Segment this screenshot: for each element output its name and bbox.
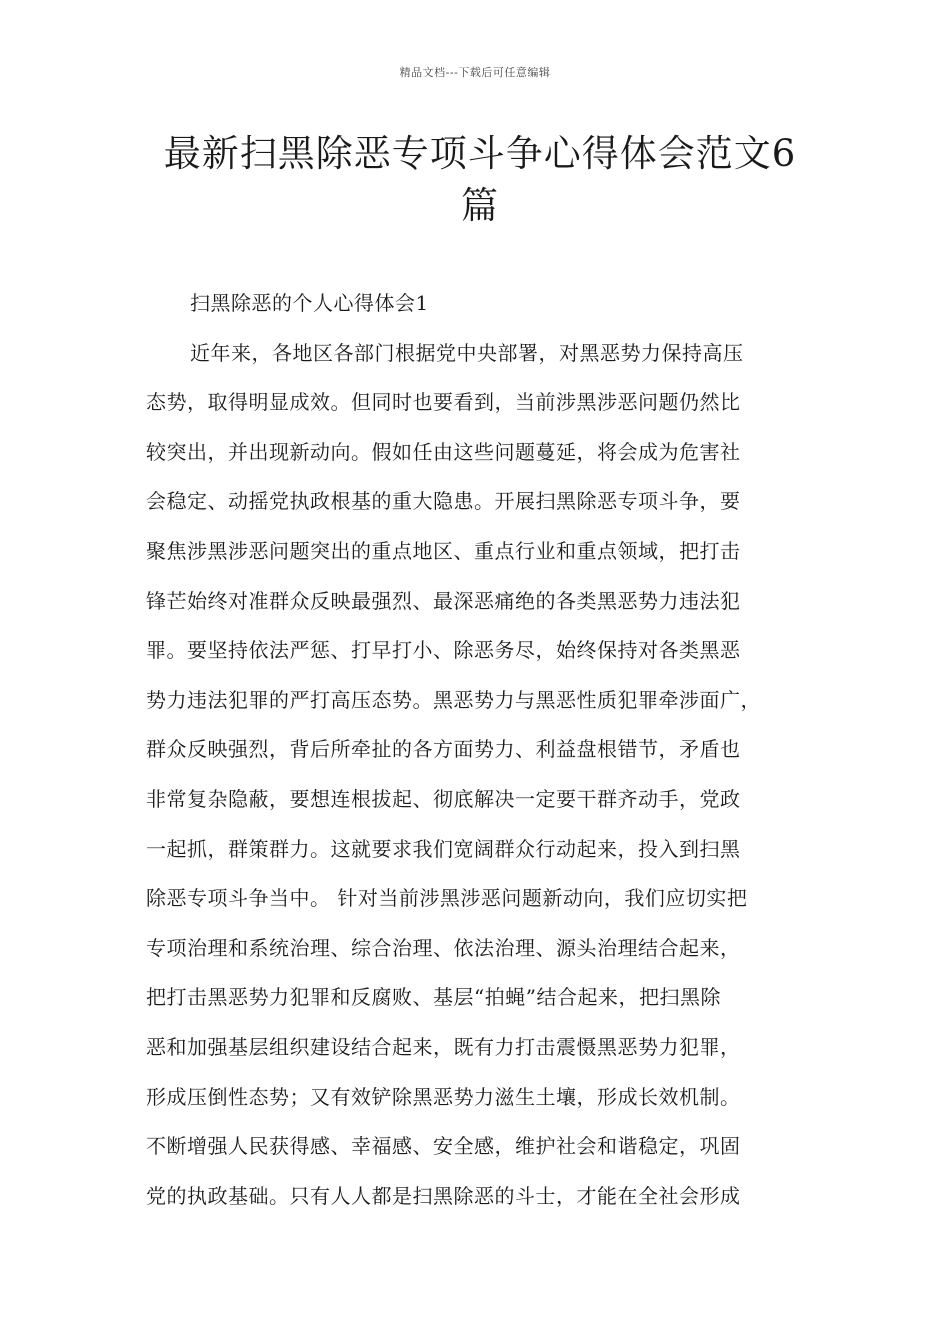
section-subtitle: 扫黑除恶的个人心得体会1 xyxy=(190,291,429,315)
paragraph-line: 形成压倒性态势；又有效铲除黑恶势力滋生土壤，形成长效机制。 xyxy=(146,1084,741,1109)
header-note: 精品文档---下载后可任意编辑 xyxy=(399,66,551,79)
paragraph-line: 不断增强人民获得感、幸福感、安全感，维护社会和谐稳定，巩固 xyxy=(146,1134,741,1159)
document-body xyxy=(146,279,814,1221)
paragraph-line: 除恶专项斗争当中。 针对当前涉黑涉恶问题新动向，我们应切实把 xyxy=(146,886,748,911)
paragraph-line: 锋芒始终对准群众反映最强烈、最深恶痛绝的各类黑恶势力违法犯 xyxy=(146,588,741,613)
paragraph-line: 党的执政基础。只有人人都是扫黑除恶的斗士，才能在全社会形成 xyxy=(146,1183,741,1208)
paragraph-line: 会稳定、动摇党执政根基的重大隐患。开展扫黑除恶专项斗争，要 xyxy=(146,489,741,514)
body-paragraph xyxy=(146,329,814,1222)
paragraph-line: 聚焦涉黑涉恶问题突出的重点地区、重点行业和重点领域，把打击 xyxy=(146,538,741,563)
paragraph-line: 群众反映强烈，背后所牵扯的各方面势力、利益盘根错节，矛盾也 xyxy=(146,737,741,762)
paragraph-line: 恶和加强基层组织建设结合起来，既有力打击震慑黑恶势力犯罪， xyxy=(146,1034,741,1059)
paragraph-line: 非常复杂隐蔽，要想连根拔起、彻底解决一定要干群齐动手，党政 xyxy=(146,786,741,811)
paragraph-line: 专项治理和系统治理、综合治理、依法治理、源头治理结合起来， xyxy=(146,935,741,960)
document-title: 最新扫黑除恶专项斗争心得体会范文6篇 xyxy=(163,132,797,227)
paragraph-line: 罪。要坚持依法严惩、打早打小、除恶务尽，始终保持对各类黑恶 xyxy=(146,638,741,663)
paragraph-line: 态势，取得明显成效。但同时也要看到，当前涉黑涉恶问题仍然比 xyxy=(146,390,741,415)
paragraph-line: 较突出，并出现新动向。假如任由这些问题蔓延，将会成为危害社 xyxy=(146,439,741,464)
paragraph-line: 势力违法犯罪的严打高压态势。黑恶势力与黑恶性质犯罪牵涉面广， xyxy=(146,687,761,712)
paragraph-line: 把打击黑恶势力犯罪和反腐败、基层“拍蝇”结合起来，把扫黑除 xyxy=(146,985,721,1010)
paragraph-line: 近年来，各地区各部门根据党中央部署，对黑恶势力保持高压 xyxy=(190,340,744,365)
paragraph-line: 一起抓，群策群力。这就要求我们宽阔群众行动起来，投入到扫黑 xyxy=(146,836,741,861)
